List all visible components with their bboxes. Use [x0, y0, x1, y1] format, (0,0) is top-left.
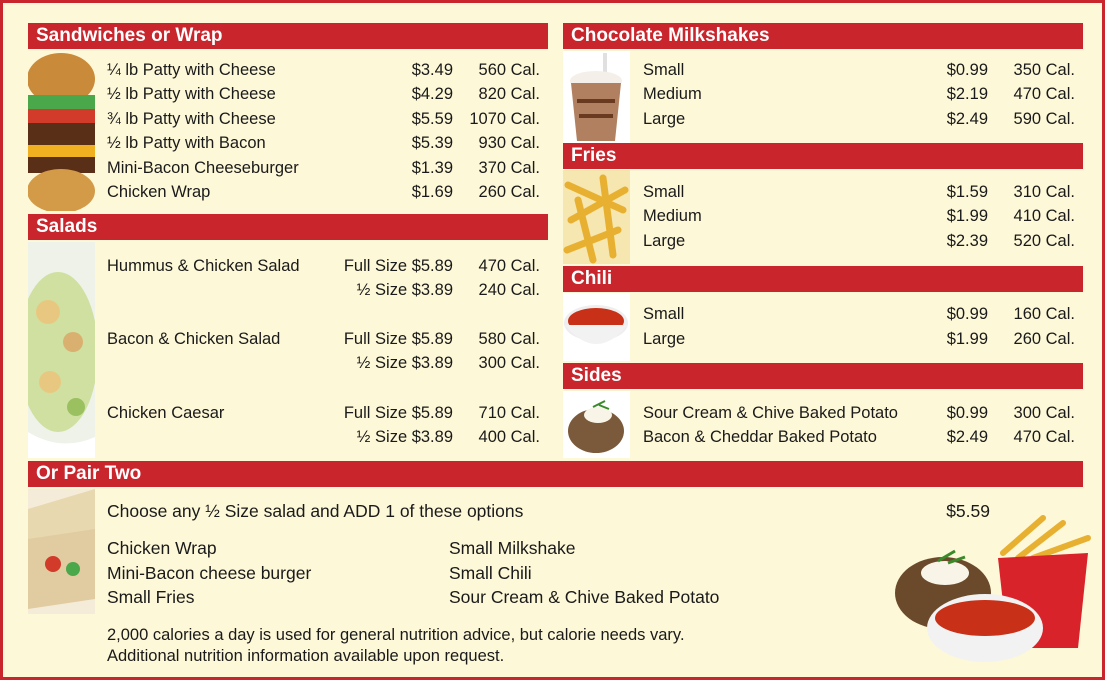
list-item-cal: 470 Cal. — [1013, 428, 1075, 446]
list-item-price: $5.39 — [411, 134, 453, 152]
list-item-price: $2.19 — [946, 85, 988, 103]
list-item-name: ½ lb Patty with Bacon — [107, 134, 266, 152]
list-item-cal: 300 Cal. — [1013, 404, 1075, 422]
list-item-price: $4.29 — [411, 85, 453, 103]
list-item-cal: 310 Cal. — [1013, 183, 1075, 201]
list-item-name: Large — [643, 232, 686, 250]
list-item-name: ¼ lb Patty with Cheese — [107, 61, 276, 79]
list-item-price: $0.99 — [946, 404, 988, 422]
list-item-cal: 370 Cal. — [478, 159, 540, 177]
list-item-name: Bacon & Cheddar Baked Potato — [643, 428, 877, 446]
pair-option: Small Fries — [107, 587, 195, 607]
list-item-name: Large — [643, 110, 686, 128]
list-item-name: Medium — [643, 85, 702, 103]
fries-header: Fries — [563, 143, 1083, 169]
chili-header: Chili — [563, 266, 1083, 292]
list-item-cal: 260 Cal. — [1013, 330, 1075, 348]
list-item-cal: 710 Cal. — [478, 404, 540, 422]
list-item-cal: 240 Cal. — [478, 281, 540, 299]
list-item-cal: 260 Cal. — [478, 183, 540, 201]
list-item-price: Full Size $5.89 — [343, 404, 453, 422]
list-item-name: Small — [643, 305, 685, 323]
list-item-price: Full Size $5.89 — [343, 330, 453, 348]
list-item-cal: 560 Cal. — [478, 61, 540, 79]
list-item-name: Hummus & Chicken Salad — [107, 257, 300, 275]
list-item-price: $1.59 — [946, 183, 988, 201]
wrap-photo — [28, 489, 95, 614]
baked-potato-photo — [563, 391, 630, 458]
list-item-cal: 580 Cal. — [478, 330, 540, 348]
milkshakes-header: Chocolate Milkshakes — [563, 23, 1083, 49]
list-item-price: $0.99 — [946, 305, 988, 323]
list-item-name: ½ lb Patty with Cheese — [107, 85, 276, 103]
list-item-cal: 590 Cal. — [1013, 110, 1075, 128]
milkshake-photo — [563, 51, 630, 143]
list-item-cal: 930 Cal. — [478, 134, 540, 152]
list-item-cal: 820 Cal. — [478, 85, 540, 103]
list-item-cal: 410 Cal. — [1013, 207, 1075, 225]
pair-option: Small Milkshake — [449, 538, 576, 558]
chili-photo — [563, 293, 630, 361]
pair-option: Mini-Bacon cheese burger — [107, 563, 312, 583]
list-item-name: Large — [643, 330, 686, 348]
list-item-price: ½ Size $3.89 — [356, 428, 453, 446]
list-item-cal: 160 Cal. — [1013, 305, 1075, 323]
list-item-price: $1.99 — [946, 330, 988, 348]
list-item-cal: 300 Cal. — [478, 354, 540, 372]
list-item-cal: 400 Cal. — [478, 428, 540, 446]
list-item-price: ½ Size $3.89 — [356, 354, 453, 372]
pair-price: $5.59 — [946, 501, 990, 521]
list-item-price: $3.49 — [411, 61, 453, 79]
list-item-price: $1.99 — [946, 207, 988, 225]
list-item-name: ¾ lb Patty with Cheese — [107, 110, 276, 128]
list-item-name: Chicken Wrap — [107, 183, 211, 201]
burger-photo — [28, 51, 95, 211]
list-item-name: Small — [643, 183, 685, 201]
list-item-name: Bacon & Chicken Salad — [107, 330, 281, 348]
list-item-price: $0.99 — [946, 61, 988, 79]
sandwiches-header: Sandwiches or Wrap — [28, 23, 548, 49]
list-item-name: Sour Cream & Chive Baked Potato — [643, 404, 898, 422]
list-item-price: $1.69 — [411, 183, 453, 201]
pair-option: Chicken Wrap — [107, 538, 217, 558]
list-item-cal: 520 Cal. — [1013, 232, 1075, 250]
sides-header: Sides — [563, 363, 1083, 389]
pair-option: Sour Cream & Chive Baked Potato — [449, 587, 720, 607]
list-item-cal: 350 Cal. — [1013, 61, 1075, 79]
pair-header: Or Pair Two — [28, 461, 1083, 487]
list-item-name: Small — [643, 61, 685, 79]
combo-photo — [893, 513, 1098, 673]
list-item-cal: 1070 Cal. — [469, 110, 540, 128]
list-item-price: $2.49 — [946, 110, 988, 128]
list-item-cal: 470 Cal. — [478, 257, 540, 275]
pair-intro: Choose any ½ Size salad and ADD 1 of these options — [107, 501, 524, 521]
list-item-name: Medium — [643, 207, 702, 225]
list-item-name: Mini-Bacon Cheeseburger — [107, 159, 299, 177]
footnote-line-2: Additional nutrition information available upon request. — [107, 647, 505, 665]
footnote-line-1: 2,000 calories a day is used for general nutrition advice, but calorie needs vary. — [107, 626, 685, 644]
list-item-cal: 470 Cal. — [1013, 85, 1075, 103]
pair-option: Small Chili — [449, 563, 532, 583]
list-item-price: $2.49 — [946, 428, 988, 446]
fries-photo — [563, 170, 630, 264]
salads-header: Salads — [28, 214, 548, 240]
list-item-price: $5.59 — [411, 110, 453, 128]
list-item-name: Chicken Caesar — [107, 404, 225, 422]
list-item-price: Full Size $5.89 — [343, 257, 453, 275]
list-item-price: $1.39 — [411, 159, 453, 177]
list-item-price: ½ Size $3.89 — [356, 281, 453, 299]
list-item-price: $2.39 — [946, 232, 988, 250]
salad-photo — [28, 242, 95, 458]
